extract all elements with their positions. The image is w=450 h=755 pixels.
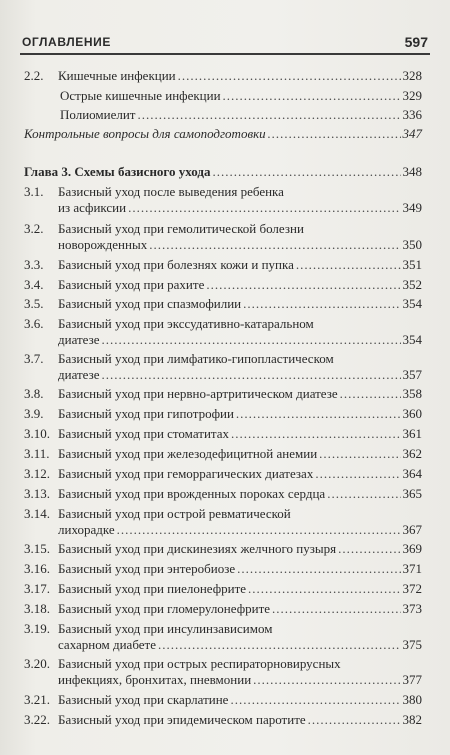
toc-entry xyxy=(24,506,422,538)
toc-entry-number: 3.2. xyxy=(24,221,44,236)
leader-dots xyxy=(102,332,401,348)
toc-entry-title: Базисный уход при пиелонефрите xyxy=(58,581,247,596)
toc-entry-page: 357 xyxy=(402,367,422,382)
toc-entry xyxy=(24,296,422,312)
toc-entry-page: 365 xyxy=(402,486,422,501)
toc-entry xyxy=(24,68,422,84)
toc-entry-title: Базисный уход при энтеробиозе xyxy=(58,561,236,576)
toc-entry xyxy=(24,541,422,557)
toc-entry-number: 3.17. xyxy=(24,581,50,596)
toc-entry-title: Полиомиелит xyxy=(60,107,136,122)
toc-entry-title: Базисный уход при врожденных пороках сердца xyxy=(58,486,326,501)
toc-entry xyxy=(24,126,422,142)
leader-dots xyxy=(268,126,401,142)
toc-entry xyxy=(24,107,422,123)
toc-entry-number: 3.12. xyxy=(24,466,50,481)
leader-dots xyxy=(236,406,401,422)
toc-entry-title: Контрольные вопросы для самоподготовки xyxy=(24,126,266,141)
toc-entry-title: Базисный уход при эпидемическом паротите xyxy=(58,712,306,727)
leader-dots xyxy=(296,257,401,273)
toc-entry xyxy=(24,561,422,577)
toc-entry-title: Базисный уход при стоматитах xyxy=(58,426,230,441)
toc-entry-title: Острые кишечные инфекции xyxy=(60,88,221,103)
toc-entry-page: 350 xyxy=(402,237,422,252)
leader-dots xyxy=(230,692,400,708)
leader-dots xyxy=(243,296,400,312)
toc-entry-page: 336 xyxy=(402,107,422,122)
leader-dots xyxy=(340,386,401,402)
toc-entry xyxy=(24,712,422,728)
toc-entry xyxy=(24,406,422,422)
toc-entry-title: Кишечные инфекции xyxy=(58,68,176,83)
toc-entry-number: 3.3. xyxy=(24,257,44,272)
toc-entry-title-cont: из асфиксии xyxy=(58,200,127,215)
leader-dots xyxy=(308,712,401,728)
toc-entry-number: 3.1. xyxy=(24,184,44,199)
header-page-number: 597 xyxy=(404,34,428,50)
toc-entry-title-cont: инфекциях, бронхитах, пневмонии xyxy=(58,672,252,687)
toc-chapter-entry xyxy=(24,164,422,180)
toc-entry-page: 373 xyxy=(402,601,422,616)
leader-dots xyxy=(231,426,400,442)
toc-entry-page: 358 xyxy=(402,386,422,401)
toc-entry xyxy=(24,257,422,273)
toc-entry-title: Базисный уход при лимфатико-гипопластическом xyxy=(58,351,334,366)
toc-entry-page: 361 xyxy=(402,426,422,441)
toc-entry-page: 351 xyxy=(402,257,422,272)
toc-entry-number: 3.18. xyxy=(24,601,50,616)
toc-entry xyxy=(24,184,422,216)
toc-entry-page: 354 xyxy=(402,332,422,347)
toc-entry-title-cont: лихорадке xyxy=(58,522,115,537)
toc-entry-page: 364 xyxy=(402,466,422,481)
toc-entry-number: 3.20. xyxy=(24,656,50,671)
toc-entry xyxy=(24,581,422,597)
toc-entry-number: 3.22. xyxy=(24,712,50,727)
toc-entry-page: 371 xyxy=(402,561,422,576)
leader-dots xyxy=(138,107,401,123)
header-title: ОГЛАВЛЕНИЕ xyxy=(22,35,112,49)
toc-entry-page: 360 xyxy=(402,406,422,421)
toc-chapter-title: Глава 3. Схемы базисного ухода xyxy=(24,164,211,179)
toc-entry-title: Базисный уход при спазмофилии xyxy=(58,296,242,311)
toc-entry-number: 2.2. xyxy=(24,68,44,83)
toc-entry-title: Базисный уход при инсулинзависимом xyxy=(58,621,273,636)
toc-entry-number: 3.16. xyxy=(24,561,50,576)
toc-entry-number: 3.6. xyxy=(24,316,44,331)
toc-entry-page: 372 xyxy=(402,581,422,596)
toc-entry xyxy=(24,88,422,104)
toc-entry-title-cont: новорожденных xyxy=(58,237,148,252)
toc-entry-title-cont: сахарном диабете xyxy=(58,637,156,652)
leader-dots xyxy=(206,277,400,293)
toc-entry-page: 328 xyxy=(402,68,422,83)
toc-entry-title-cont: диатезе xyxy=(58,332,100,347)
leader-dots xyxy=(248,581,400,597)
toc-entry xyxy=(24,426,422,442)
toc-entry-page: 352 xyxy=(402,277,422,292)
leader-dots xyxy=(237,561,400,577)
toc-entry xyxy=(24,621,422,653)
leader-dots xyxy=(149,237,400,253)
toc-entry-title: Базисный уход при дискинезиях желчного пузыря xyxy=(58,541,337,556)
toc-entry xyxy=(24,656,422,688)
toc-entry-page: 354 xyxy=(402,296,422,311)
toc-entry-page: 347 xyxy=(402,126,422,141)
toc-entry-title: Базисный уход при гломерулонефрите xyxy=(58,601,271,616)
leader-dots xyxy=(102,367,401,383)
leader-dots xyxy=(223,88,401,104)
toc-entry-page: 382 xyxy=(402,712,422,727)
toc-entry-title: Базисный уход при острой ревматической xyxy=(58,506,291,521)
toc-entry-page: 367 xyxy=(402,522,422,537)
toc-entry-number: 3.10. xyxy=(24,426,50,441)
header-rule xyxy=(20,53,430,55)
toc-entry-number: 3.8. xyxy=(24,386,44,401)
toc-entry xyxy=(24,446,422,462)
leader-dots xyxy=(338,541,400,557)
leader-dots xyxy=(158,637,401,653)
toc-entry-number: 3.21. xyxy=(24,692,50,707)
toc-entry-number: 3.7. xyxy=(24,351,44,366)
toc-entry-title: Базисный уход при острых респираторновирусных xyxy=(58,656,341,671)
toc-entry-number: 3.14. xyxy=(24,506,50,521)
toc-entry-number: 3.19. xyxy=(24,621,50,636)
toc-entry-title: Базисный уход при гипотрофии xyxy=(58,406,234,421)
toc-entry xyxy=(24,386,422,402)
toc-entry-page: 369 xyxy=(402,541,422,556)
toc-entry-title: Базисный уход при нервно-артритическом диатезе xyxy=(58,386,338,401)
toc-entry-page: 362 xyxy=(402,446,422,461)
toc-entry-title: Базисный уход при скарлатине xyxy=(58,692,229,707)
toc-entry-page: 348 xyxy=(402,164,422,179)
toc-entry xyxy=(24,692,422,708)
leader-dots xyxy=(319,446,400,462)
leader-dots xyxy=(212,164,400,180)
toc-entry-title: Базисный уход при железодефицитной анемии xyxy=(58,446,318,461)
toc-entry xyxy=(24,316,422,348)
toc-entry-page: 329 xyxy=(402,88,422,103)
leader-dots xyxy=(272,601,400,617)
leader-dots xyxy=(315,466,400,482)
toc-entry-title: Базисный уход при экссудативно-катаральном xyxy=(58,316,314,331)
leader-dots xyxy=(117,522,401,538)
toc-entry-number: 3.13. xyxy=(24,486,50,501)
toc-entry-page: 375 xyxy=(402,637,422,652)
toc-entry-title: Базисный уход при рахите xyxy=(58,277,205,292)
toc-entry xyxy=(24,221,422,253)
toc-entry xyxy=(24,277,422,293)
leader-dots xyxy=(128,200,400,216)
toc-entry-number: 3.4. xyxy=(24,277,44,292)
toc-entry xyxy=(24,486,422,502)
toc-entry-number: 3.11. xyxy=(24,446,50,461)
leader-dots xyxy=(327,486,400,502)
toc-entry-page: 377 xyxy=(402,672,422,687)
leader-dots xyxy=(253,672,400,688)
toc-entry-title: Базисный уход при геморрагических диатезах xyxy=(58,466,314,481)
toc-entry-title: Базисный уход при болезнях кожи и пупка xyxy=(58,257,294,272)
toc-entry-number: 3.9. xyxy=(24,406,44,421)
toc-entry-title-cont: диатезе xyxy=(58,367,100,382)
leader-dots xyxy=(178,68,401,84)
toc-entry-title: Базисный уход при гемолитической болезни xyxy=(58,221,304,236)
toc-entry-number: 3.5. xyxy=(24,296,44,311)
toc-entry-title: Базисный уход после выведения ребенка xyxy=(58,184,284,199)
running-header xyxy=(22,30,428,52)
toc-entry-number: 3.15. xyxy=(24,541,50,556)
toc-entry xyxy=(24,601,422,617)
toc-entry xyxy=(24,351,422,383)
toc-entry-page: 380 xyxy=(402,692,422,707)
toc-entry xyxy=(24,466,422,482)
toc-entry-page: 349 xyxy=(402,200,422,215)
